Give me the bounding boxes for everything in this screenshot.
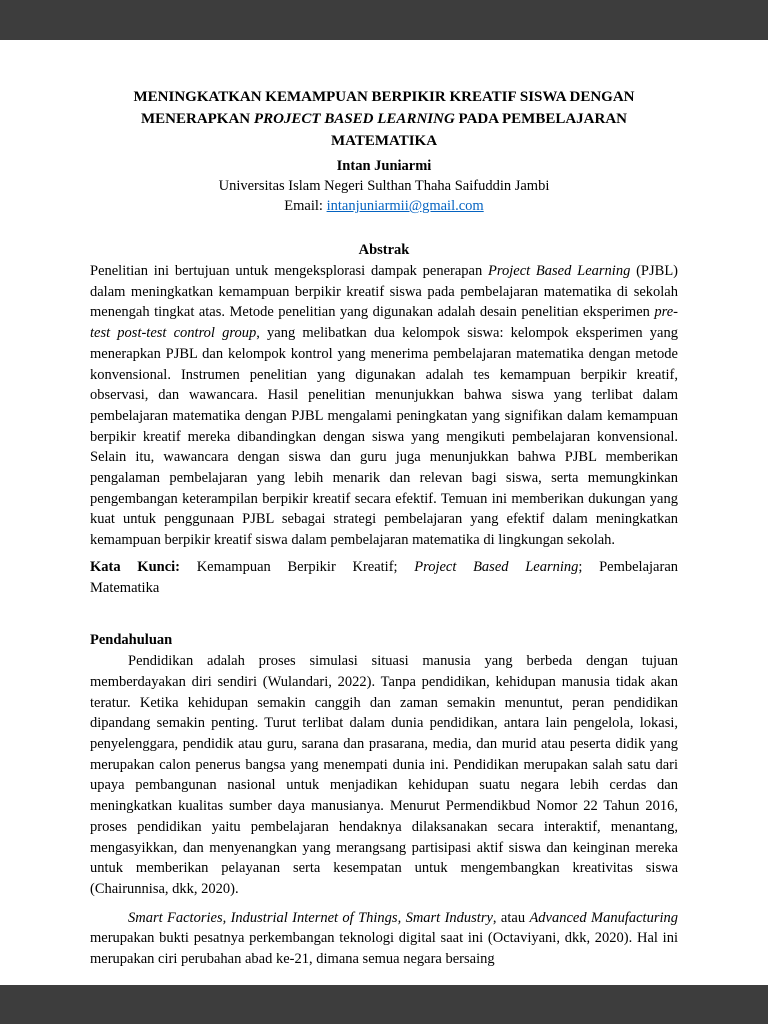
paper-title-line-3: MATEMATIKA <box>330 133 438 149</box>
author-block <box>90 156 678 216</box>
abstract-paragraph: Penelitian ini bertujuan untuk mengeksplorasi dampak penerapan Project Based Learning (PJBL) dalam meningkatkan kemampuan berpikir kreatif siswa pada pembelajaran matematika di sekolah menengah tingkat atas. Metode penelitian yang digunakan adalah desain penelitian eksperimen pre-test post-test control group, yang melibatkan dua kelompok siswa: kelompok eksperimen yang menerapkan PJBL dan kelompok kontrol yang menerima pembelajaran matematika dengan metode konvensional. Instrumen penelitian yang digunakan adalah tes kemampuan berpikir kreatif, observasi, dan wawancara. Hasil penelitian menunjukkan bahwa siswa yang terlibat dalam pembelajaran matematika dengan PJBL mengalami peningkatan yang signifikan dalam kemampuan berpikir kreatif mereka dibandingkan dengan siswa yang mengikuti pembelajaran konvensional. Selain itu, wawancara dengan siswa dan guru juga menunjukkan bahwa PJBL memberikan pengalaman pembelajaran yang lebih menarik dan relevan bagi siswa, serta memungkinkan pengembangan keterampilan berpikir kreatif secara efektif. Temuan ini memberikan dukungan yang kuat untuk penggunaan PJBL sebagai strategi pembelajaran yang efektif dalam meningkatkan kemampuan berpikir kreatif siswa dalam pembelajaran matematika di lingkungan sekolah. <box>90 263 678 549</box>
introduction-heading: Pendahuluan <box>90 632 173 649</box>
page-content <box>0 40 768 970</box>
author-name: Intan Juniarmi <box>336 158 432 174</box>
email-line <box>90 196 678 216</box>
keywords-line-1: Kata Kunci: Kemampuan Berpikir Kreatif; Project Based Learning; Pembelajaran <box>90 558 678 575</box>
intro-paragraph-2: Smart Factories, Industrial Internet of Things, Smart Industry, atau Advanced Manufacturing merupakan bukti pesatnya perkembangan teknologi digital saat ini (Octaviyani, dkk, 2020). Hal ini merupakan ciri perubahan abad ke-21, dimana semua negara bersaing <box>90 909 678 968</box>
author-affiliation: Universitas Islam Negeri Sulthan Thaha Saifuddin Jambi <box>218 178 550 194</box>
document-page <box>0 40 768 985</box>
paper-title-line-2: MENERAPKAN PROJECT BASED LEARNING PADA PEMBELAJARAN <box>140 111 628 127</box>
keywords-block <box>90 557 678 598</box>
abstract-heading: Abstrak <box>358 242 410 258</box>
email-link[interactable]: intanjuniarmii@gmail.com <box>326 198 484 214</box>
paper-title-line-1: MENINGKATKAN KEMAMPUAN BERPIKIR KREATIF SISWA DENGAN <box>133 89 635 105</box>
viewer-top-bar <box>0 0 768 40</box>
viewer-bottom-bar <box>0 985 768 1024</box>
email-label: Email: <box>284 198 327 214</box>
intro-paragraph-1: Pendidikan adalah proses simulasi situasi manusia yang berbeda dengan tujuan memberdayakan diri sendiri (Wulandari, 2022). Tanpa pendidikan, kehidupan manusia tidak akan teratur. Ketika kehidupan semakin canggih dan zaman semakin menuntut, peran pendidikan dipandang semakin penting. Turut terlibat dalam dunia pendidikan, antara lain pengelola, lokasi, penyelenggara, pendidik atau guru, sarana dan prasarana, media, dan murid atau peserta didik yang merupakan calon penerus bangsa yang menempati dunia ini. Pendidikan merupakan salah satu dari upaya pembangunan nasional untuk menjadikan kehidupan suatu negara lebih cerdas dan meningkatkan kualitas sumber daya manusianya. Menurut Permendikbud Nomor 22 Tahun 2016, proses pendidikan yaitu pembelajaran hendaknya dilaksanakan secara interaktif, menantang, mengasyikkan, dan menyenangkan yang merangsang partisipasi aktif siswa dan keinginan mereka untuk memberikan pelayanan serta kesempatan untuk mengembangkan kreativitas siswa (Chairunnisa, dkk, 2020). <box>90 653 678 897</box>
keywords-line-2: Matematika <box>90 579 160 596</box>
paper-title <box>90 86 678 152</box>
